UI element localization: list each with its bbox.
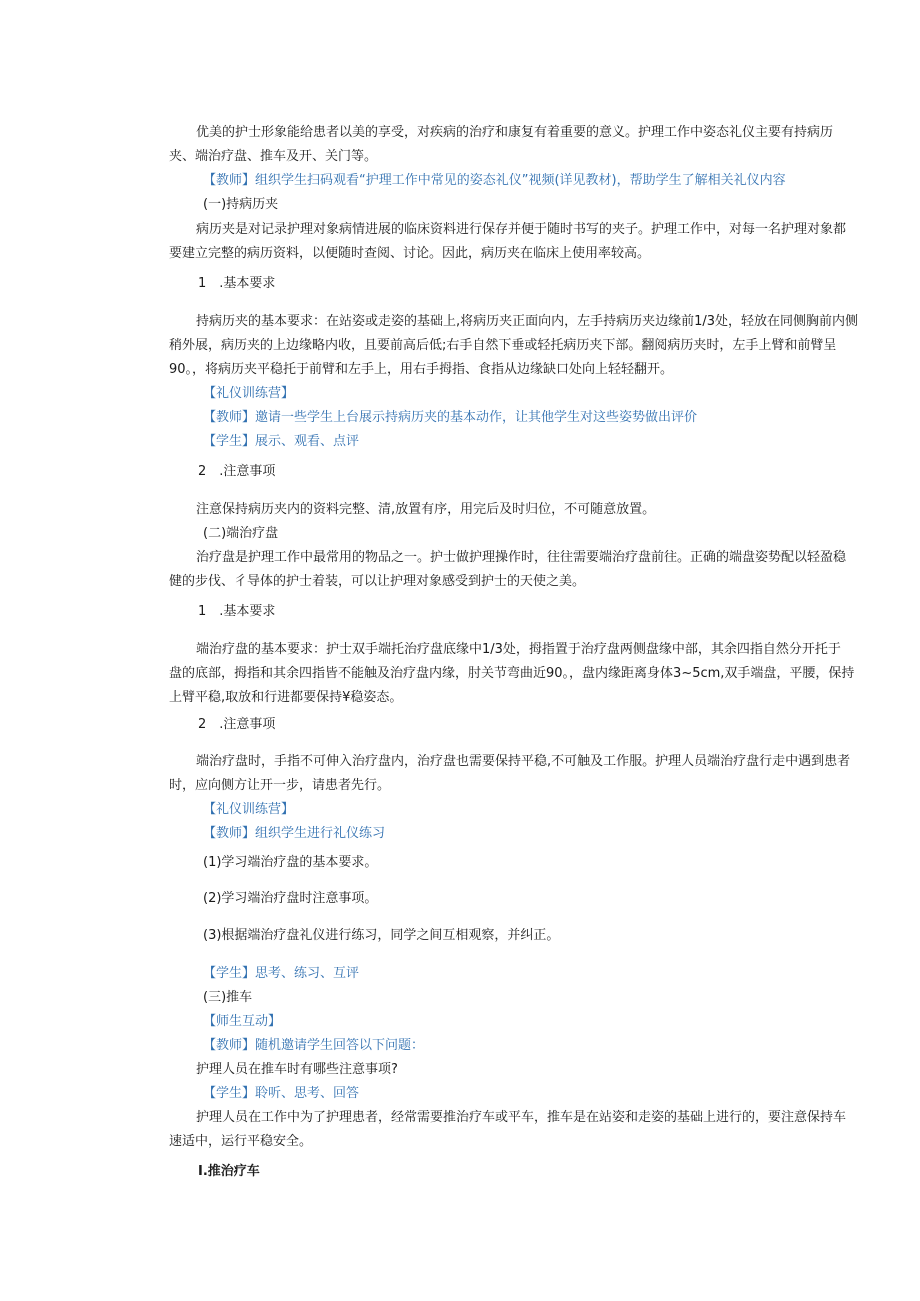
text-line: 速适中，运行平稳安全。 [169, 1134, 313, 1149]
text-line: 盘的底部，拇指和其余四指皆不能触及治疗盘内缘，肘关节弯曲近90。，盘内缘距离身体3~5cm,双手端盘，平腰，保持 [169, 666, 855, 681]
text-line: 时，应向侧方让开一步，请患者先行。 [169, 778, 391, 793]
text-line: 1 .基本要求 [198, 604, 276, 619]
text-line: (2)学习端治疗盘时注意事项。 [203, 891, 378, 906]
text-line: 【教师】组织学生进行礼仪练习 [203, 826, 386, 841]
text-line: 健的步伐、彳导体的护士着装，可以让护理对象感受到护士的天使之美。 [169, 574, 586, 589]
text-line: (三)推车 [203, 990, 253, 1005]
text-line: 【教师】邀请一些学生上台展示持病历夹的基本动作，让其他学生对这些姿势做出评价 [203, 410, 698, 425]
text-line: 病历夹是对记录护理对象病情进展的临床资料进行保存并便于随时书写的夹子。护理工作中，对每一名护理对象都 [196, 222, 847, 237]
text-line: 优美的护士形象能给患者以美的享受，对疾病的治疗和康复有着重要的意义。护理工作中姿态礼仪主要有持病历 [196, 125, 834, 140]
text-line: 上臂平稳,取放和行进都要保持¥稳姿态。 [169, 690, 403, 705]
text-line: 【师生互动】 [203, 1014, 282, 1029]
text-line: 【礼仪训练营】 [203, 386, 295, 401]
text-line: 【学生】聆听、思考、回答 [203, 1086, 360, 1101]
text-line: 要建立完整的病历资料，以便随时查阅、讨论。因此，病历夹在临床上使用率较高。 [169, 246, 651, 261]
text-line: 90。，将病历夹平稳托于前臂和左手上，用右手拇指、食指从边缘缺口处向上轻轻翻开。 [169, 362, 674, 377]
text-line: 2 .注意事项 [198, 717, 276, 732]
text-line: 端治疗盘的基本要求：护士双手端托治疗盘底缘中1/3处，拇指置于治疗盘两侧盘缘中部，其余四指自然分开托于 [196, 642, 841, 657]
text-line: I.推治疗车 [198, 1164, 260, 1179]
text-line: 【教师】随机邀请学生回答以下问题： [203, 1038, 425, 1053]
text-line: (二)端治疗盘 [203, 526, 279, 541]
text-line: 【礼仪训练营】 [203, 802, 295, 817]
text-line: 2 .注意事项 [198, 464, 276, 479]
text-line: 注意保持病历夹内的资料完整、清,放置有序，用完后及时归位，不可随意放置。 [196, 502, 656, 517]
text-line: (3)根据端治疗盘礼仪进行练习，同学之间互相观察，并纠正。 [203, 928, 560, 943]
text-line: 1 .基本要求 [198, 276, 276, 291]
text-line: (1)学习端治疗盘的基本要求。 [203, 855, 378, 870]
text-line: 护理人员在工作中为了护理患者，经常需要推治疗车或平车，推车是在站姿和走姿的基础上进行的，要注意保持车 [196, 1110, 847, 1125]
text-line: 夹、端治疗盘、推车及开、关门等。 [169, 149, 378, 164]
text-line: (一)持病历夹 [203, 197, 279, 212]
text-line: 稍外展，病历夹的上边缘略内收，且要前高后低;右手自然下垂或轻托病历夹下部。翻阅病历夹时，左手上臂和前臂呈 [169, 338, 837, 353]
text-line: 治疗盘是护理工作中最常用的物品之一。护士做护理操作时，往往需要端治疗盘前往。正确的端盘姿势配以轻盈稳 [196, 550, 847, 565]
text-line: 端治疗盘时，手指不可伸入治疗盘内，治疗盘也需要保持平稳,不可触及工作服。护理人员端治疗盘行走中遇到患者 [196, 754, 851, 769]
text-line: 护理人员在推车时有哪些注意事项? [196, 1062, 398, 1077]
text-line: 【教师】组织学生扫码观看“护理工作中常见的姿态礼仪”视频(详见教材)，帮助学生了解相关礼仪内容 [203, 173, 786, 188]
text-line: 【学生】思考、练习、互评 [203, 966, 360, 981]
text-line: 持病历夹的基本要求：在站姿或走姿的基础上,将病历夹正面向内，左手持病历夹边缘前1/3处，轻放在同侧胸前内侧 [196, 314, 859, 329]
text-line: 【学生】展示、观看、点评 [203, 434, 360, 449]
